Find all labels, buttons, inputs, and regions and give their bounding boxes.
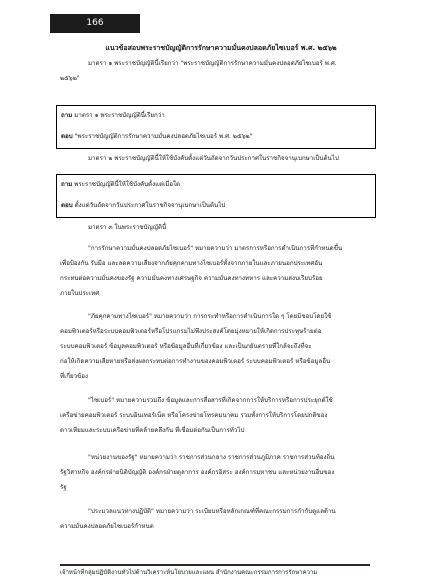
def3-line3: ดาวเทียมและระบบเครือข่ายที่คล้ายคลึงกัน ที่เชื่อมต่อกันเป็นการทั่วไป (60, 427, 245, 434)
question-label: ถาม (61, 181, 73, 188)
def1-line1: "การรักษาความมั่นคงปลอดภัยไซเบอร์" หมายความว่า มาตรการหรือการดำเนินการที่กำหนดขึ้น (88, 245, 343, 252)
def2-line3: ระบบคอมพิวเตอร์ ข้อมูลคอมพิวเตอร์ หรือข้อมูลอื่นที่เกี่ยวข้อง และเป็นภยันตรายที่ใกล้จะถึงที่จะ (60, 343, 312, 350)
def4-line2: รัฐวิสาหกิจ องค์กรฝ่ายนิติบัญญัติ องค์กรฝ่ายตุลาการ องค์กรอิสระ องค์การมหาชน และหน่วยงานอื่นของ (60, 469, 335, 476)
def1-line2: เพื่อป้องกัน รับมือ และลดความเสี่ยงจากภัยคุกคามทางไซเบอร์ทั้งจากภายในและภายนอกประเทศอัน (60, 260, 323, 267)
def5-line2: ความมั่นคงปลอดภัยไซเบอร์กำหนด (60, 523, 154, 530)
def1-line3: กระทบต่อความมั่นคงของรัฐ ความมั่นคงทางเศรษฐกิจ ความมั่นคงทางทหาร และความสงบเรียบร้อย (60, 275, 323, 282)
def1-line4: ภายในประเทศ (60, 290, 100, 297)
section1-line2: ๒๕๖๒" (60, 75, 80, 82)
def3-line2: เครือข่ายคอมพิวเตอร์ ระบบอินเทอร์เน็ต หรือโครงข่ายโทรคมนาคม รวมทั้งการให้บริการโดยปกติของ (60, 412, 328, 419)
answer-text: ตั้งแต่วันถัดจากวันประกาศในราชกิจจานุเบกษาเป็นต้นไป (74, 202, 226, 209)
def3-line1: "ไซเบอร์" หมายความรวมถึง ข้อมูลและการสื่อสารที่เกิดจากการให้บริการหรือการประยุกต์ใช้ (88, 397, 333, 404)
def2-line5: ที่เกี่ยวข้อง (60, 373, 89, 380)
answer-label: ตอบ (61, 133, 73, 140)
def2-line2: คอมพิวเตอร์หรือระบบคอมพิวเตอร์หรือโปรแกรมไม่พึงประสงค์โดยมุ่งหมายให้เกิดการประทุษร้ายต่อ (60, 328, 322, 335)
answer-label: ตอบ (61, 202, 73, 209)
question-label: ถาม (61, 112, 73, 119)
qa-box-2 (56, 174, 376, 218)
section2-text: มาตรา ๒ พระราชบัญญัตินี้ให้ใช้บังคับตั้งแต่วันถัดจากวันประกาศในราชกิจจานุเบกษาเป็นต้นไป (88, 155, 339, 162)
def4-line1: "หน่วยงานของรัฐ" หมายความว่า ราชการส่วนกลาง ราชการส่วนภูมิภาค ราชการส่วนท้องถิ่น (88, 454, 335, 461)
question-text: มาตรา ๑ พระราชบัญญัตินี้เรียกว่า (74, 112, 165, 119)
footer-text: เจ้าหน้าที่กลุ่มปฏิบัติงานทั่วไปด้านวิเคราะห์นโยบายและแผน สำนักงานคณะกรรมการการรักษาความ (60, 569, 318, 576)
page-number: 166 (50, 14, 140, 33)
question-text: พระราชบัญญัตินี้ให้ใช้บังคับตั้งแต่เมื่อใด (74, 181, 181, 188)
answer-text: "พระราชบัญญัติการรักษาความมั่นคงปลอดภัยไซเบอร์ พ.ศ. ๒๕๖๒" (74, 133, 253, 140)
def2-line1: "ภัยคุกคามทางไซเบอร์" หมายความว่า การกระทำหรือการดำเนินการใด ๆ โดยมิชอบโดยใช้ (88, 313, 332, 320)
qa-box-1 (56, 105, 376, 149)
section3-text: มาตรา ๓ ในพระราชบัญญัตินี้ (88, 224, 167, 231)
def2-line4: ก่อให้เกิดความเสียหายหรือส่งผลกระทบต่อการทำงานของคอมพิวเตอร์ ระบบคอมพิวเตอร์ หรือข้อมูลอื่น (60, 358, 331, 365)
section1-line1: มาตรา ๑ พระราชบัญญัตินี้เรียกว่า "พระราชบัญญัติการรักษาความมั่นคงปลอดภัยไซเบอร์ พ.ศ. (88, 60, 337, 67)
footer-divider (60, 564, 370, 566)
page-title: แนวข้อสอบพระราชบัญญัติการรักษาความมั่นคงปลอดภัยไซเบอร์ พ.ศ. ๒๕๖๒ (105, 44, 337, 52)
def5-line1: "ประมวลแนวทางปฏิบัติ" หมายความว่า ระเบียบหรือหลักเกณฑ์ที่คณะกรรมการกำกับดูแลด้าน (88, 508, 336, 515)
def4-line3: รัฐ (60, 484, 67, 491)
